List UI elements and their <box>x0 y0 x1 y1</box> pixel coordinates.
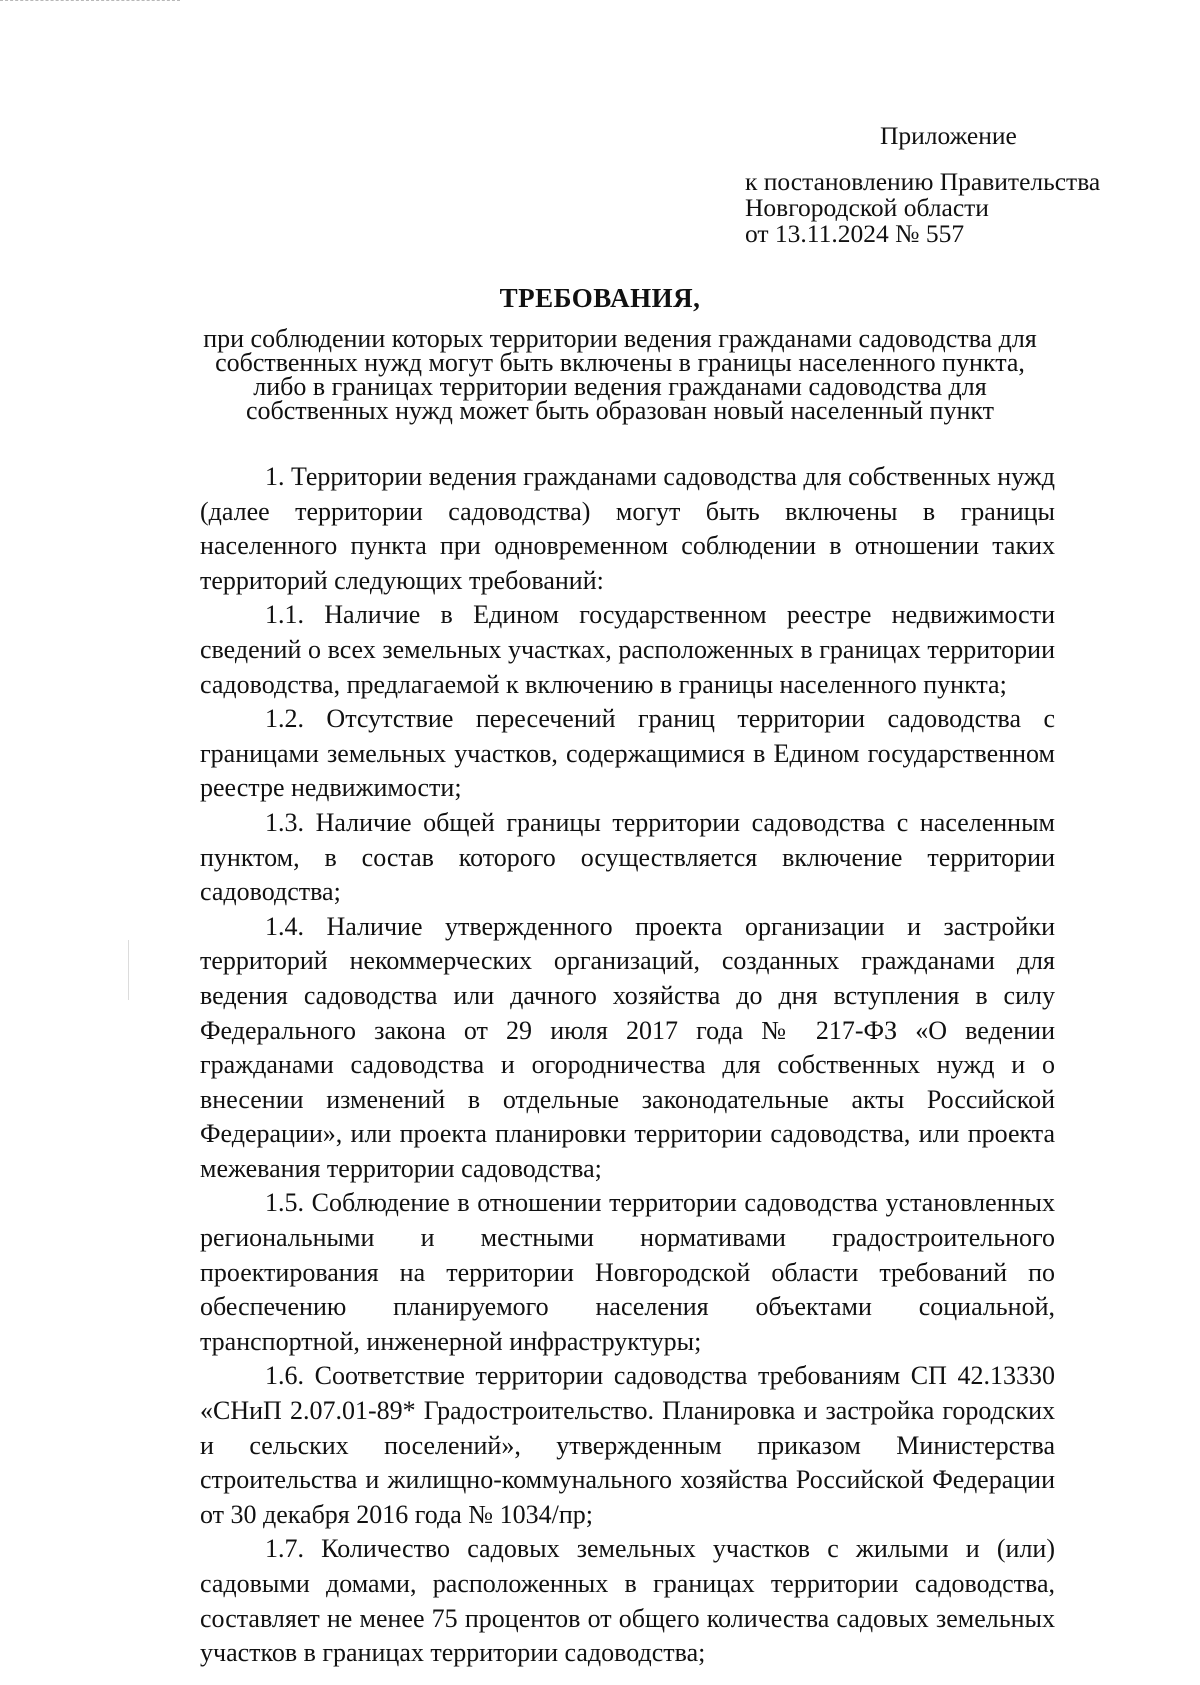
appendix-header <box>745 123 1175 247</box>
document-body <box>200 460 1055 1671</box>
paragraph-1-2: 1.2. Отсутствие пересечений границ территории садоводства с границами земельных участков, содержащимися в Едином государственном реестре недвижимости; <box>200 704 1055 803</box>
paragraph-1-3: 1.3. Наличие общей границы территории садоводства с населенным пунктом, в состав которого осуществляется включение территории садоводства; <box>200 807 1055 907</box>
paragraph-1-6: 1.6. Соответствие территории садоводства требованиям СП 42.13330 «СНиП 2.07.01-89* Градостроительство. Планировка и застройка городских и сельских поселений», утвержденным приказом Министерства строительства и жилищно-коммунального хозяйства Российской Федерации от 30 декабря 2016 года № 1034/пр; <box>200 1361 1055 1529</box>
document-title: ТРЕБОВАНИЯ, <box>499 283 701 313</box>
paragraph-1-7: 1.7. Количество садовых земельных участков с жилыми и (или) садовыми домами, расположенных в границах территории садоводства, составляет не менее 75 процентов от общего количества садовых земельных участков в границах территории садоводства; <box>200 1534 1055 1668</box>
appendix-line-1: к постановлению Правительства <box>745 167 1101 196</box>
paragraph-1-5: 1.5. Соблюдение в отношении территории садоводства установленных региональными и местными нормативами градостроительного проектирования на территории Новгородской области требований по обеспечению планируемого населения объектами социальной, транспортной, инженерной инфраструктуры; <box>200 1188 1055 1356</box>
appendix-label: Приложение <box>880 121 1017 150</box>
appendix-line-3: от 13.11.2024 № 557 <box>745 219 965 248</box>
scan-artifact-line <box>128 940 129 1000</box>
appendix-line-2: Новгородской области <box>745 193 989 222</box>
paragraph-1-4: 1.4. Наличие утвержденного проекта организации и застройки территорий некоммерческих организаций, созданных гражданами для ведения садоводства или дачного хозяйства до дня вступления в силу Федерального закона от 29 июля 2017 года № 217-ФЗ «О ведении гражданами садоводства и огородничества для собственных нужд и о внесении изменений в отдельные законодательные акты Российской Федерации», или проекта планировки территории садоводства, или проекта межевания территории садоводства; <box>200 911 1055 1183</box>
paragraph-1: 1. Территории ведения гражданами садоводства для собственных нужд (далее территории садоводства) могут быть включены в границы населенного пункта при одновременном соблюдении в отношении таких территорий следующих требований: <box>200 462 1055 595</box>
document-subtitle: при соблюдении которых территории ведения гражданами садоводства для собственных нужд могут быть включены в границы населенного пункта, либо в границах территории ведения гражданами садоводства для собственных нужд может быть образован новый населенный пункт <box>203 324 1037 425</box>
scan-edge-mark <box>0 0 180 3</box>
paragraph-1-1: 1.1. Наличие в Едином государственном реестре недвижимости сведений о всех земельных участках, расположенных в границах территории садоводства, предлагаемой к включению в границы населенного пункта; <box>200 600 1055 699</box>
